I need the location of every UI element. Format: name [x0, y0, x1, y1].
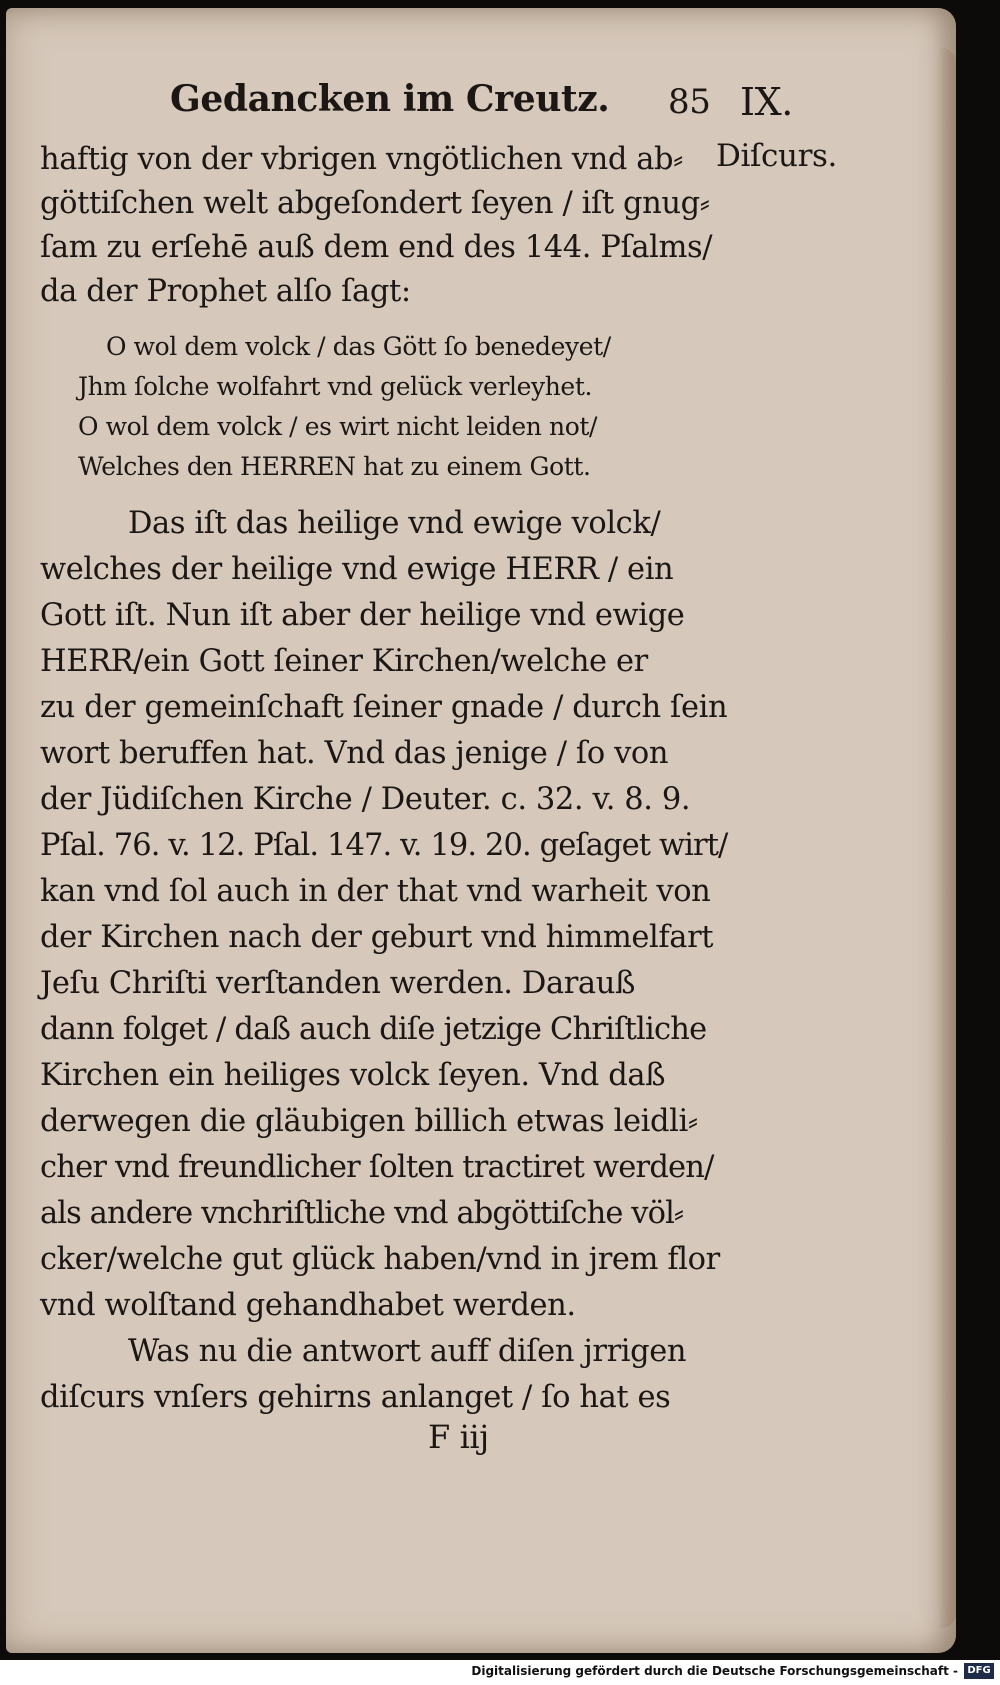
body-line: cher vnd freundlicher ſolten tractiret werden/: [40, 1150, 714, 1185]
body-line: zu der gemeinſchaft ſeiner gnade / durch ſein: [40, 690, 728, 725]
body-line: Pſal. 76. v. 12. Pſal. 147. v. 19. 20. geſaget wirt/: [40, 828, 728, 863]
body-line: vnd wolſtand gehandhabet werden.: [40, 1288, 576, 1323]
body-line: derwegen die gläubigen billich etwas leidli⸗: [40, 1104, 698, 1139]
dfg-logo: DFG: [964, 1663, 994, 1679]
body-line: Jeſu Chriſti verſtanden werden. Darauß: [40, 966, 635, 1001]
body-line: Kirchen ein heiliges volck ſeyen. Vnd daß: [40, 1058, 666, 1093]
verse-line: O wol dem volck / das Gött ſo benedeyet/: [106, 332, 611, 361]
chapter-number: IX.: [740, 80, 793, 124]
verse-line: Welches den HERREN hat zu einem Gott.: [78, 452, 591, 481]
page-number: 85: [668, 82, 711, 122]
body-line: wort beruffen hat. Vnd das jenige / ſo von: [40, 736, 669, 771]
body-line: cker/welche gut glück haben/vnd in jrem flor: [40, 1242, 720, 1277]
body-line: der Jüdiſchen Kirche / Deuter. c. 32. v. 8. 9.: [40, 782, 691, 817]
body-line: der Kirchen nach der geburt vnd himmelfart: [40, 920, 714, 955]
body-line: ſam zu erſehē auß dem end des 144. Pſalms/: [40, 230, 713, 265]
margin-note: Diſcurs.: [716, 138, 837, 174]
body-line: Was nu die antwort auff diſen jrrigen: [128, 1334, 687, 1369]
body-line: göttiſchen welt abgeſondert ſeyen / iſt gnug⸗: [40, 186, 710, 221]
verse-line: O wol dem volck / es wirt nicht leiden not/: [78, 412, 598, 441]
footer-bar: [0, 1660, 1000, 1685]
body-line: diſcurs vnſers gehirns anlanget / ſo hat es: [40, 1380, 671, 1415]
body-line: haftig von der vbrigen vngötlichen vnd ab⸗: [40, 142, 683, 177]
body-line: welches der heilige vnd ewige HERR / ein: [40, 552, 674, 587]
body-line: als andere vnchriſtliche vnd abgöttiſche völ⸗: [40, 1196, 684, 1231]
body-line: kan vnd ſol auch in der that vnd warheit von: [40, 874, 711, 909]
funding-credit: Digitalisierung gefördert durch die Deutsche Forschungsgemeinschaft -: [471, 1664, 958, 1678]
body-line: Gott iſt. Nun iſt aber der heilige vnd ewige: [40, 598, 685, 633]
verse-line: Jhm ſolche wolfahrt vnd gelück verleyhet.: [78, 372, 593, 401]
signature-mark: F iij: [428, 1418, 489, 1456]
body-line: dann folget / daß auch diſe jetzige Chriſtliche: [40, 1012, 707, 1047]
body-line: HERR/ein Gott ſeiner Kirchen/welche er: [40, 644, 648, 679]
body-line: Das iſt das heilige vnd ewige volck/: [128, 506, 661, 541]
running-header-title: Gedancken im Creutz.: [170, 78, 610, 120]
body-line: da der Prophet alſo ſagt:: [40, 274, 411, 309]
